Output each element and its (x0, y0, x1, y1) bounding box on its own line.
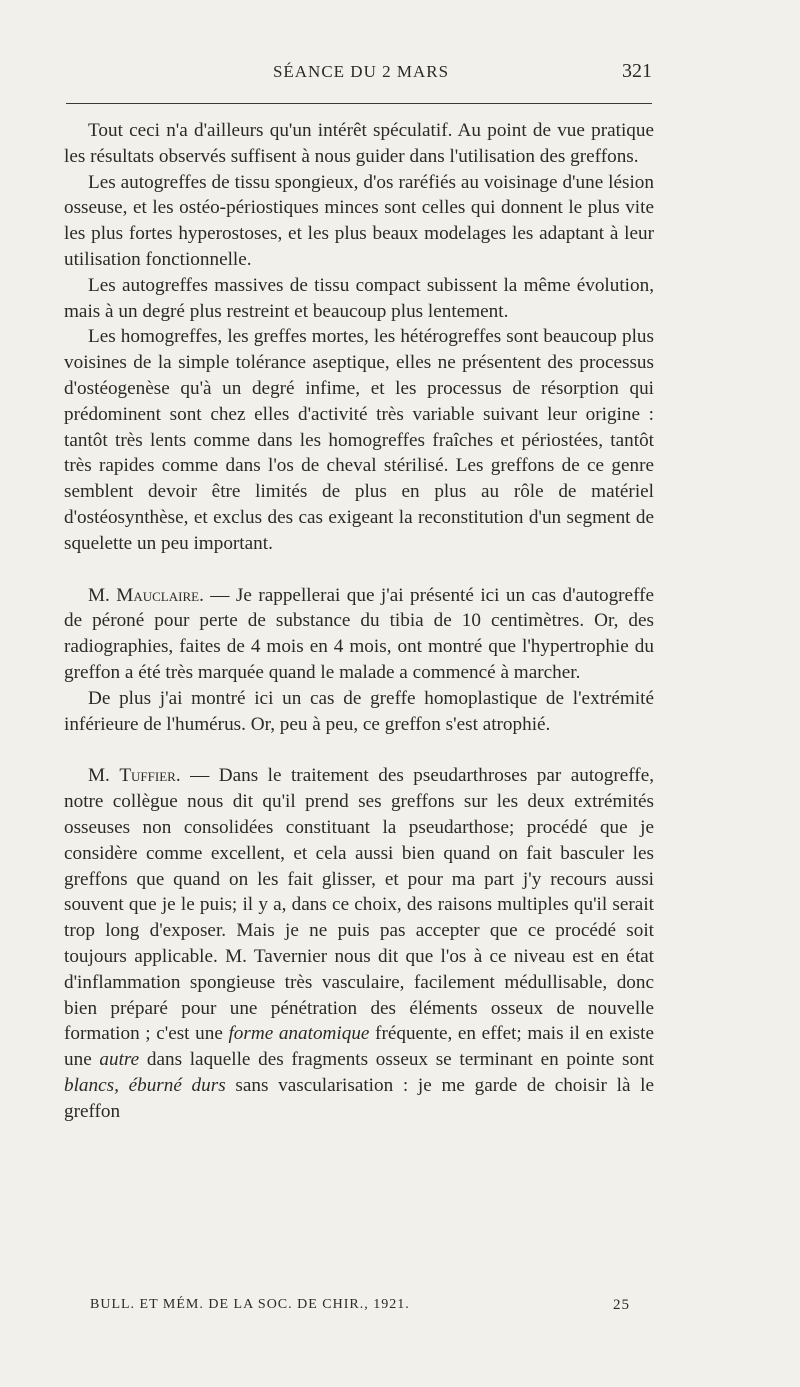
emphasis: forme anatomique (228, 1023, 370, 1045)
page-header (66, 60, 656, 88)
remark-text: sans vascularisation : je me garde de choisir là le greffon (64, 1074, 655, 1122)
speaker-prefix: M. (88, 584, 117, 606)
signature-mark: 25 (613, 1297, 630, 1313)
page-footer (90, 1297, 630, 1319)
remark-text: Dans le traitement des pseudarthroses par autogreffe, notre collègue nous dit qu'il prend ses greffons sur les deux extrémités osseuses non consolidées constituant la pseudarthose; procédé que je considère comme excellent, et cela aussi bien quand on fait basculer les greffons que quand on les fait glisser, et pour ma part j'y recours aussi souvent que je le puis; il y a, dans ce choix, des raisons multiples qu'il serait trop long d'exposer. Mais je ne puis pas accepter que ce procédé soit toujours applicable. M. Tavernier nous dit que l'os à ce niveau est en état d'inflammation spongieuse très vasculaire, facilement médullisable, donc bien préparé pour une pénétration des éléments osseux de nouvelle formation ; c'est une (64, 765, 655, 1045)
paragraph: Les autogreffes massives de tissu compact subissent la même évolution, mais à un degré plus restreint et beaucoup plus lentement. (64, 274, 654, 322)
remark-text: dans laquelle des fragments osseux se terminant en pointe sont (139, 1049, 654, 1071)
speaker-name: Mauclaire (116, 584, 200, 606)
paragraph: Les autogreffes de tissu spongieux, d'os raréfiés au voisinage d'une lésion osseuse, et les ostéo-périostiques minces sont celles qui donnent le plus vite les plus fortes hyperostoses, et les plus beaux modelages les adaptant à leur utilisation fonctionnelle. (64, 171, 654, 270)
header-rule (66, 103, 652, 104)
speaker-prefix: M. (88, 765, 120, 787)
body-text (64, 118, 654, 1124)
running-title: SÉANCE DU 2 MARS (272, 62, 450, 81)
remark-text: fréquente, en effet; mais il en existe une (64, 1023, 654, 1071)
tuffier-remark (64, 763, 654, 1124)
remark-text: Je rappellerai que j'ai présenté ici un cas d'autogreffe de péroné pour perte de substance du tibia de 10 centimètres. Or, des radiographies, faites de 4 mois en 4 mois, ont montré que l'hypertrophie du greffon a été très marquée quand le malade a commencé à marcher. (64, 584, 655, 683)
paragraph: Les homogreffes, les greffes mortes, les hétérogreffes sont beaucoup plus voisines de la simple tolérance aseptique, elles ne présentent des processus d'ostéogenèse qu'à un degré infime, et les processus de résorption qui prédominent sont chez elles d'activité très variable suivant leur origine : tantôt très lents comme dans les homogreffes fraîches et périostées, tantôt très rapides comme dans l'os de cheval stérilisé. Les greffons de ce genre semblent devoir être limités de plus en plus au rôle de matériel d'ostéosynthèse, et exclus des cas exigeant la reconstitution d'un segment de squelette un peu important. (64, 326, 654, 554)
journal-citation: BULL. ET MÉM. DE LA SOC. DE CHIR., 1921. (90, 1297, 410, 1312)
emphasis: autre (99, 1049, 140, 1071)
emphasis: blancs, éburné durs (64, 1074, 226, 1096)
speaker-name: Tuffier (119, 765, 176, 787)
page-number: 321 (622, 60, 652, 82)
speaker-separator: . — (175, 765, 219, 787)
speaker-separator: . — (199, 584, 236, 606)
paragraph: De plus j'ai montré ici un cas de greffe homoplastique de l'extrémité inférieure de l'humérus. Or, peu à peu, ce greffon s'est atrophié. (64, 687, 654, 735)
mauclaire-remark (64, 583, 654, 686)
paragraph: Tout ceci n'a d'ailleurs qu'un intérêt spéculatif. Au point de vue pratique les résultats observés suffisent à nous guider dans l'utilisation des greffons. (64, 120, 654, 167)
